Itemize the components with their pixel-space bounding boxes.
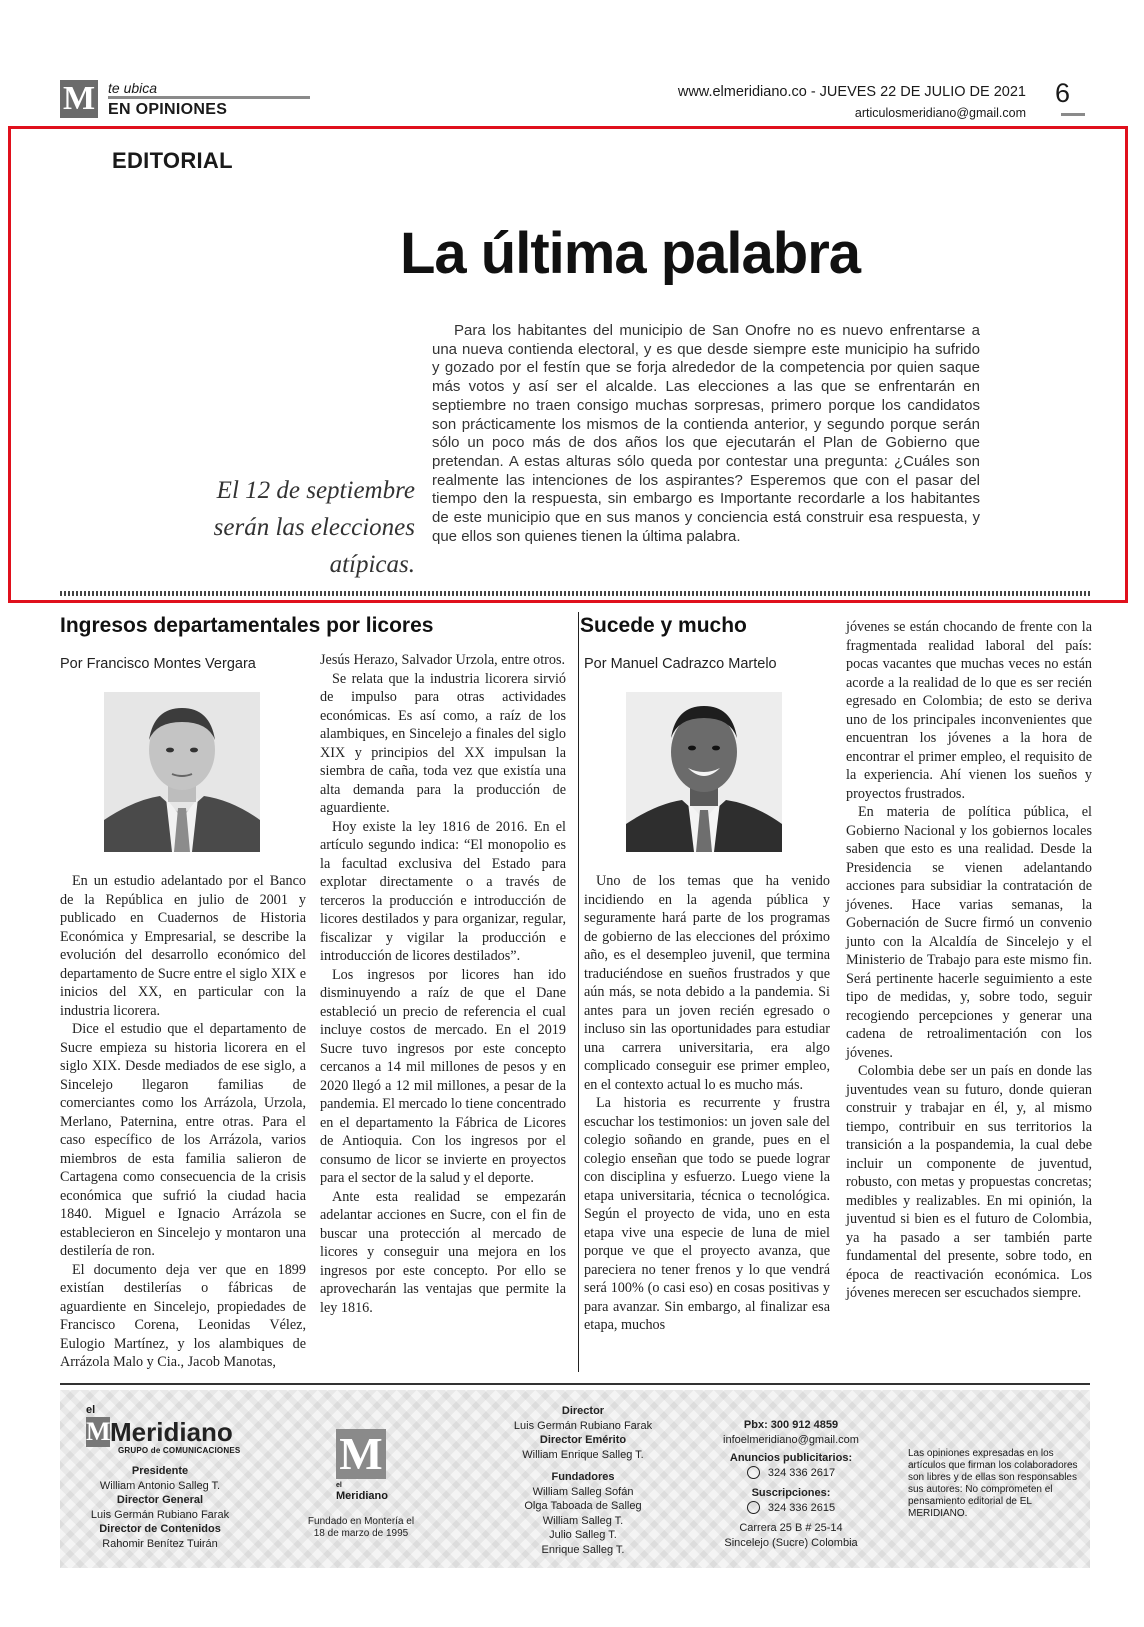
paragraph: La historia es recurrente y frustra escuchar los testimonios: un joven sale del colegio soñando en grande, pues en el colegio enseñan que todo se puede lograr con disciplina y esfuerzo. Luego viene la etapa universitaria, técnica o tecnológica. Según el proyecto de vida, uno en esta etapa vive una especie de luna de miel porque ve que el proyecto avanza, que pareciera no tener frenos y lo que vendrá será 100% (o casi eso) en cosas positivas y para avanzar. Sin embargo, al finalizar esa etapa, muchos [584, 1095, 830, 1333]
page-number-rule [1061, 113, 1085, 116]
brand-name: Meridiano [110, 1417, 233, 1447]
meridiano-brand-logo [86, 1417, 234, 1447]
paragraph: Hoy existe la ley 1816 de 2016. En el artículo segundo indica: “El monopolio es la facultad exclusiva del Estado para explotar directamente o a través de terceros la producción e introducción de licores destilados y para organizar, regular, fiscalizar y vigilar la producción e introducción de licores destilados”. [320, 818, 566, 964]
person-name: Luis Germán Rubiano Farak [513, 1419, 653, 1432]
ads-phone-row[interactable] [696, 1466, 886, 1481]
contact-email[interactable]: articulosmeridiano@gmail.com [854, 106, 1026, 120]
role-label: Director General [116, 1494, 204, 1506]
editorial-body [432, 322, 980, 546]
article2-column-1 [584, 872, 830, 1335]
founder-name: Olga Taboada de Salleg [524, 1500, 642, 1512]
editorial-paragraph: Para los habitantes del municipio de San Onofre no es nuevo enfrentarse a una nueva contienda electoral, y es que desde siempre este municipio ha sufrido y gozado por el festín que se forja alrededor de la competencia por quien saque más votos y así ser el alcalde. Las elecciones a las que se enfrentarán en septiembre no traen consigo muchas sorpresas, primero porque los candidatos son prácticamente los mismos de la contienda anterior, y segundo porque serán sólo un poco más de dos años los que ejecutarán el Plan de Gobierno que pretendan. A estas alturas sólo queda por contestar una pregunta: ¿Cuáles son realmente las intenciones de los aspirantes? Esperemos que con el pasar del tiempo den la respuesta, sin embargo es Importante recordarle a los habitantes de este municipio que en sus manos y conciencia está construir esa respuesta, y que ellos son quienes tienen la última palabra. [432, 322, 980, 545]
subscriptions-phone-row[interactable] [696, 1501, 886, 1516]
paragraph: Uno de los temas que ha venido incidiendo en la agenda pública y seguramente hará parte de los programas de gobierno de las elecciones del próximo año, es el desempleo juvenil, que termina traduciéndose en sueños frustrados y que aún más, se nota debido a la pandemia. Si antes para un joven recién egresado o incluso sin las oportunidades para estudiar una carrera universitaria, era algo complicado conseguir ese primer empleo, en el contexto actual lo es mucho más. [584, 873, 830, 1093]
article1-column-2 [320, 651, 566, 1317]
role-label: Director de Contenidos [99, 1523, 221, 1535]
section-label: EN OPINIONES [108, 101, 228, 118]
decorative-band [60, 591, 1090, 596]
logo-small-word: el [336, 1482, 342, 1489]
byline-montes: Por Francisco Montes Vergara [60, 656, 256, 672]
person-name: William Antonio Salleg T. [99, 1479, 221, 1492]
founder-name: Enrique Salleg T. [541, 1543, 625, 1556]
editorial-pullquote: El 12 de septiembre serán las elecciones atípicas. [213, 477, 415, 578]
founded-note: Fundado en Montería el 18 de marzo de 1995 [307, 1516, 415, 1539]
staff-center [488, 1404, 678, 1557]
person-name: Luis Germán Rubiano Farak [90, 1508, 230, 1521]
article1-column-1 [60, 872, 306, 1372]
paragraph: Ante esta realidad se empezarán adelantar acciones en Sucre, con el fin de buscar una protección al mercado de licores y conseguir una mejora en los ingresos por este concepto. Por ello se aprovecharán las ventajas que permite la ley 1816. [320, 1188, 566, 1316]
column-divider [578, 612, 579, 1372]
person-name: Rahomir Benítez Tuirán [102, 1537, 218, 1550]
footer-rule [60, 1383, 1090, 1385]
article-title-licores: Ingresos departamentales por licores [60, 614, 434, 637]
role-label: Director Emérito [539, 1434, 627, 1446]
founder-name: William Salleg Sofán [532, 1485, 634, 1498]
role-label: Fundadores [551, 1471, 615, 1483]
paragraph: Colombia debe ser un país en donde las juventudes vean su futuro, donde quieran construir y trabajar en él, y, al mismo tiempo, contribuir en sus territorios la transición a la pospandemia, la cual debe incluir un componente de juventud, robusto, con metas y propuestas concretas; medibles y realizables. En mi opinión, la juventud si bien es el futuro de Colombia, ya ha pasado a ser también parte fundamental del presente, sobre todo, en época de reactivación económica. Los jóvenes merecen ser escuchados siempre. [846, 1063, 1092, 1301]
article2-column-2 [846, 618, 1092, 1303]
byline-cadrazco: Por Manuel Cadrazco Martelo [584, 656, 777, 672]
ads-phone[interactable]: 324 336 2617 [767, 1466, 836, 1479]
staff-left [60, 1464, 260, 1551]
subscriptions-phone[interactable]: 324 336 2615 [767, 1501, 836, 1514]
article-title-sucede: Sucede y mucho [580, 614, 747, 637]
subscriptions-label: Suscripciones: [751, 1487, 831, 1499]
brand-small-word: el [86, 1404, 96, 1416]
city: Sincelejo (Sucre) Colombia [724, 1536, 858, 1549]
author-photo-cadrazco [626, 692, 782, 852]
opinion-disclaimer: Las opiniones expresadas en los artículos que firman los colaboradores son libres y de ellas son responsables sus autores: No comprometen el pensamiento editorial de EL MERIDIANO. [908, 1448, 1078, 1519]
person-name: William Enrique Salleg T. [522, 1448, 644, 1461]
paragraph: Los ingresos por licores han ido disminuyendo a raíz de que el Dane estableció un precio de referencia el cual incluye costos de mercado. En el 2019 Sucre tuvo ingresos por este concepto cercanos a 14 mil millones de pesos y en 2020 llegó a 12 mil millones, a pesar de la pandemia. El mercado lo tiene concentrado en el departamento la Fábrica de Licores de Antioquia. Con los ingresos por el consumo de licor se invierte en proyectos para el sector de la salud y el deporte. [320, 966, 566, 1186]
site-and-date[interactable]: www.elmeridiano.co - JUEVES 22 DE JULIO DE 2021 [677, 84, 1026, 100]
whatsapp-icon [747, 1501, 760, 1514]
whatsapp-icon [747, 1466, 760, 1479]
paragraph: El documento deja ver que en 1899 existían destilerías o fábricas de aguardiente en Sincelejo, propiedades de Francisco Corena, Leonidas Vélez, Eulogio Martínez, y los alambiques de Arrázola Malo y Cia., Jacob Manotas, [60, 1261, 306, 1370]
paragraph: En materia de política pública, el Gobierno Nacional y los gobiernos locales saben que esto es una realidad. Desde la Presidencia se vienen adelantando acciones para subsidiar la contratación de jóvenes. Hace varias semanas, la Gobernación de Sucre firmó un convenio junto con la Alcaldía de Sincelejo y el Ministerio de Trabajo para este mismo fin. Será pertinente hacerle seguimiento a este tipo de medidas, y, sobre todo, seguir recogiendo percepciones y generar una cadena de retroalimentación con los jóvenes. [846, 804, 1092, 1061]
editorial-title: La última palabra [400, 221, 861, 286]
pbx-number[interactable]: Pbx: 300 912 4859 [743, 1419, 839, 1431]
newspaper-logo: M [60, 80, 98, 118]
founder-name: Julio Salleg T. [549, 1529, 617, 1541]
paragraph: jóvenes se están chocando de frente con la fragmentada realidad laboral del país: pocas vacantes que muchas veces no están acorde a la realidad de lo que es ser recién egresado en Colombia; de esto se deriva uno de los principales inconvenientes que encuentran los jóvenes a la hora de encontrar el primer empleo, el requisito de la experiencia. Ahí vienen los sueños y proyectos frustrados. [846, 619, 1092, 802]
header-rule [108, 96, 310, 99]
role-label: Director [561, 1405, 605, 1417]
logo-name: Meridiano [336, 1490, 388, 1502]
contact-block [696, 1418, 886, 1550]
founder-name: William Salleg T. [542, 1514, 624, 1527]
role-label: Presidente [131, 1465, 189, 1477]
brand-m-badge: M [86, 1417, 111, 1446]
ads-label: Anuncios publicitarios: [729, 1452, 853, 1464]
brand-subtitle: GRUPO de COMUNICACIONES [118, 1446, 241, 1455]
paragraph: Dice el estudio que el departamento de Sucre empieza su historia licorera en el siglo XIX. Desde mediados de ese siglo, a Sincelejo llegaron familias de comerciantes como los Arrázola, Urzola, Merlano, Paternina, entre otras. Para el caso específico de los Arrázola, varios miembros de esta familia salieron de Cartagena como consecuencia de la crisis económica que sufrió la ciudad hacia 1840. Miguel e Ignacio Arrázola se establecieron en Sincelejo y montaron una destilería de ron. [60, 1021, 306, 1259]
page-number: 6 [1054, 78, 1070, 108]
address: Carrera 25 B # 25-14 [739, 1522, 843, 1534]
footer-email[interactable]: infoelmeridiano@gmail.com [723, 1433, 859, 1446]
author-photo-montes [104, 692, 260, 852]
paragraph: Jesús Herazo, Salvador Urzola, entre otros. [320, 652, 566, 668]
paragraph: En un estudio adelantado por el Banco de la República en julio de 2001 y publicado en Cuadernos de Historia Económica y Empresarial, se describe la evolución del desarrollo económico del departamento de Sucre entre el siglo XIX e inicios del XX, en particular con la industria licorera. [60, 873, 306, 1019]
tagline: te ubica [108, 80, 158, 96]
paragraph: Se relata que la industria licorera sirvió de impulso para otras actividades económicas. Es así como, a raíz de los alambiques, en Sincelejo a finales del siglo XIX y principios del XX impulsan la siembra de caña, toda vez que existía una alta demanda para la producción de aguardiente. [320, 670, 566, 816]
editorial-label: EDITORIAL [112, 148, 233, 173]
meridiano-m-logo: M [336, 1429, 386, 1479]
